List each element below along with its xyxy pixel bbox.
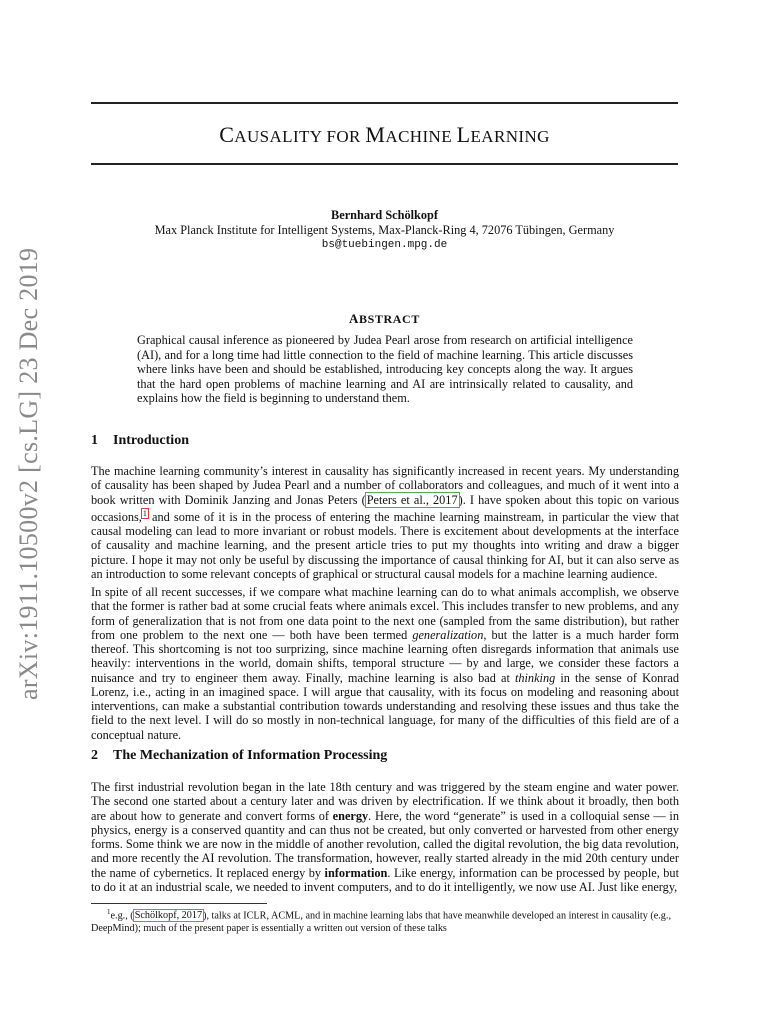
footnote-mark: 1: [107, 908, 111, 916]
section-title: The Mechanization of Information Processing: [113, 748, 388, 763]
author-name: Bernhard Schölkopf: [331, 208, 438, 222]
text-run: The machine learning community’s interest in causality has significantly increased in recent years. My understanding of causality has been shaped by Judea Pearl and a number of collaborators and colleagues, and much of it went into a book written with Dominik Janzing and Jonas Peters (: [91, 464, 679, 507]
emphasis: thinking: [514, 670, 556, 685]
author-email[interactable]: bs@tuebingen.mpg.de: [321, 239, 448, 251]
author-block: [91, 208, 678, 253]
text-run: ), talks at ICLR, ACML, and in machine learning labs that have meanwhile developed an interest in causality (e.g., DeepMind); much of the present paper is essentially a written out version of these talks: [91, 910, 671, 935]
section2-paragraph-1: [91, 780, 679, 894]
title-rule-top: [91, 102, 678, 104]
section-number: 1: [91, 433, 98, 448]
citation-link[interactable]: Schölkopf, 2017: [134, 910, 203, 922]
section-title: Introduction: [113, 433, 189, 448]
paper-title: [91, 122, 678, 148]
title-rest: ACHINE: [385, 127, 457, 146]
emphasis: generalization: [412, 627, 484, 642]
text-run: and some of it is in the process of entering the machine learning mainstream, in particular the view that causal modeling can lead to more invariant or robust models. There is excitement about developments at the interface of causality and machine learning, and the present article tries to put my thoughts into writing and draw a bigger picture. I hope it may not only be useful by discussing the importance of causal thinking for AI, but it can also serve as an introduction to some relevant concepts of graphical or structural causal models for a machine learning audience.: [91, 509, 679, 581]
text-run: e.g., (: [110, 910, 134, 922]
title-cap: C: [219, 122, 235, 147]
section-number: 2: [91, 748, 98, 763]
bold-term: information: [324, 865, 388, 880]
text-run: . Like energy, information can be processed by people, but to do it at an industrial scale, we needed to invent computers, and to do it intelligently, we now use AI. Just like energy,: [91, 865, 679, 894]
section-heading-introduction: [91, 433, 189, 449]
title-cap: M: [365, 122, 386, 147]
title-rest: EARNING: [470, 127, 550, 146]
text-run: in the sense of Konrad Lorenz, i.e., acting in an imagined space. I will argue that causality, with its focus on modeling and reasoning about interventions, can make a substantial contribution towards understanding and resolving these issues and thus take the field to the next level. I will do so mostly in non-technical language, for many of the difficulties of this field are of a conceptual nature.: [91, 670, 679, 742]
abstract-text: Graphical causal inference as pioneered by Judea Pearl arose from research on artificial intelligence (AI), and for a long time had little connection to the field of machine learning. This article discusses where links have been and should be established, introducing key concepts along the way. It argues that the hard open problems of machine learning and AI are intrinsically related to causality, and explains how the field is beginning to understand them.: [137, 333, 633, 406]
intro-paragraph-1: [91, 464, 679, 581]
abstract-heading-rest: BSTRACT: [359, 312, 420, 326]
abstract-heading: [91, 311, 678, 327]
author-affiliation: Max Planck Institute for Intelligent Systems, Max-Planck-Ring 4, 72076 Tübingen, Germany: [154, 223, 615, 237]
abstract-heading-cap: A: [349, 311, 360, 326]
arxiv-sidebar-stamp: arXiv:1911.10500v2 [cs.LG] 23 Dec 2019: [14, 247, 43, 700]
footnote-link[interactable]: 1: [142, 508, 147, 518]
title-rest: AUSALITY FOR: [234, 127, 366, 146]
bold-term: energy: [332, 808, 369, 823]
text-run: . Here, the word “generate” is used in a colloquial sense — in physics, energy is a conserved quantity and can thus not be created, but only converted or harvested from other energy forms. Some think we are now in the middle of another revolution, called the digital revolution, the big data revolution, and more recently the AI revolution. The transformation, however, really started already in the mid 20th century under the name of cybernetics. It replaced energy by: [91, 808, 679, 880]
intro-paragraph-2: [91, 585, 679, 742]
text-run: In spite of all recent successes, if we compare what machine learning can do to what animals accomplish, we observe that the former is rather bad at some crucial feats where animals excel. This includes transfer to new problems, and any form of generalization that is not from one data point to the next one (sampled from the same distribution), but rather from one problem to the next one — both have been termed: [91, 585, 679, 642]
footnote: [91, 906, 679, 935]
section-heading-mechanization: [91, 748, 387, 764]
title-cap: L: [456, 122, 471, 147]
text-run: , but the latter is a much harder form thereof. This shortcoming is not too surprizing, since machine learning often disregards information that animals use heavily: interventions in the world, domain shifts, temporal structure — by and large, we consider these factors a nuisance and try to engineer them away. Finally, machine learning is also bad at: [91, 627, 679, 685]
footnote-rule: [91, 903, 267, 904]
text-run: The first industrial revolution began in the late 18th century and was triggered by the steam engine and water power. The second one started about a century later and was driven by electrification. If we think about it broadly, then both are about how to generate and convert forms of: [91, 780, 679, 823]
title-rule-bottom: [91, 163, 678, 165]
text-run: ). I have spoken about this topic on various occasions,: [91, 492, 679, 524]
citation-link[interactable]: Peters et al., 2017: [366, 492, 458, 507]
